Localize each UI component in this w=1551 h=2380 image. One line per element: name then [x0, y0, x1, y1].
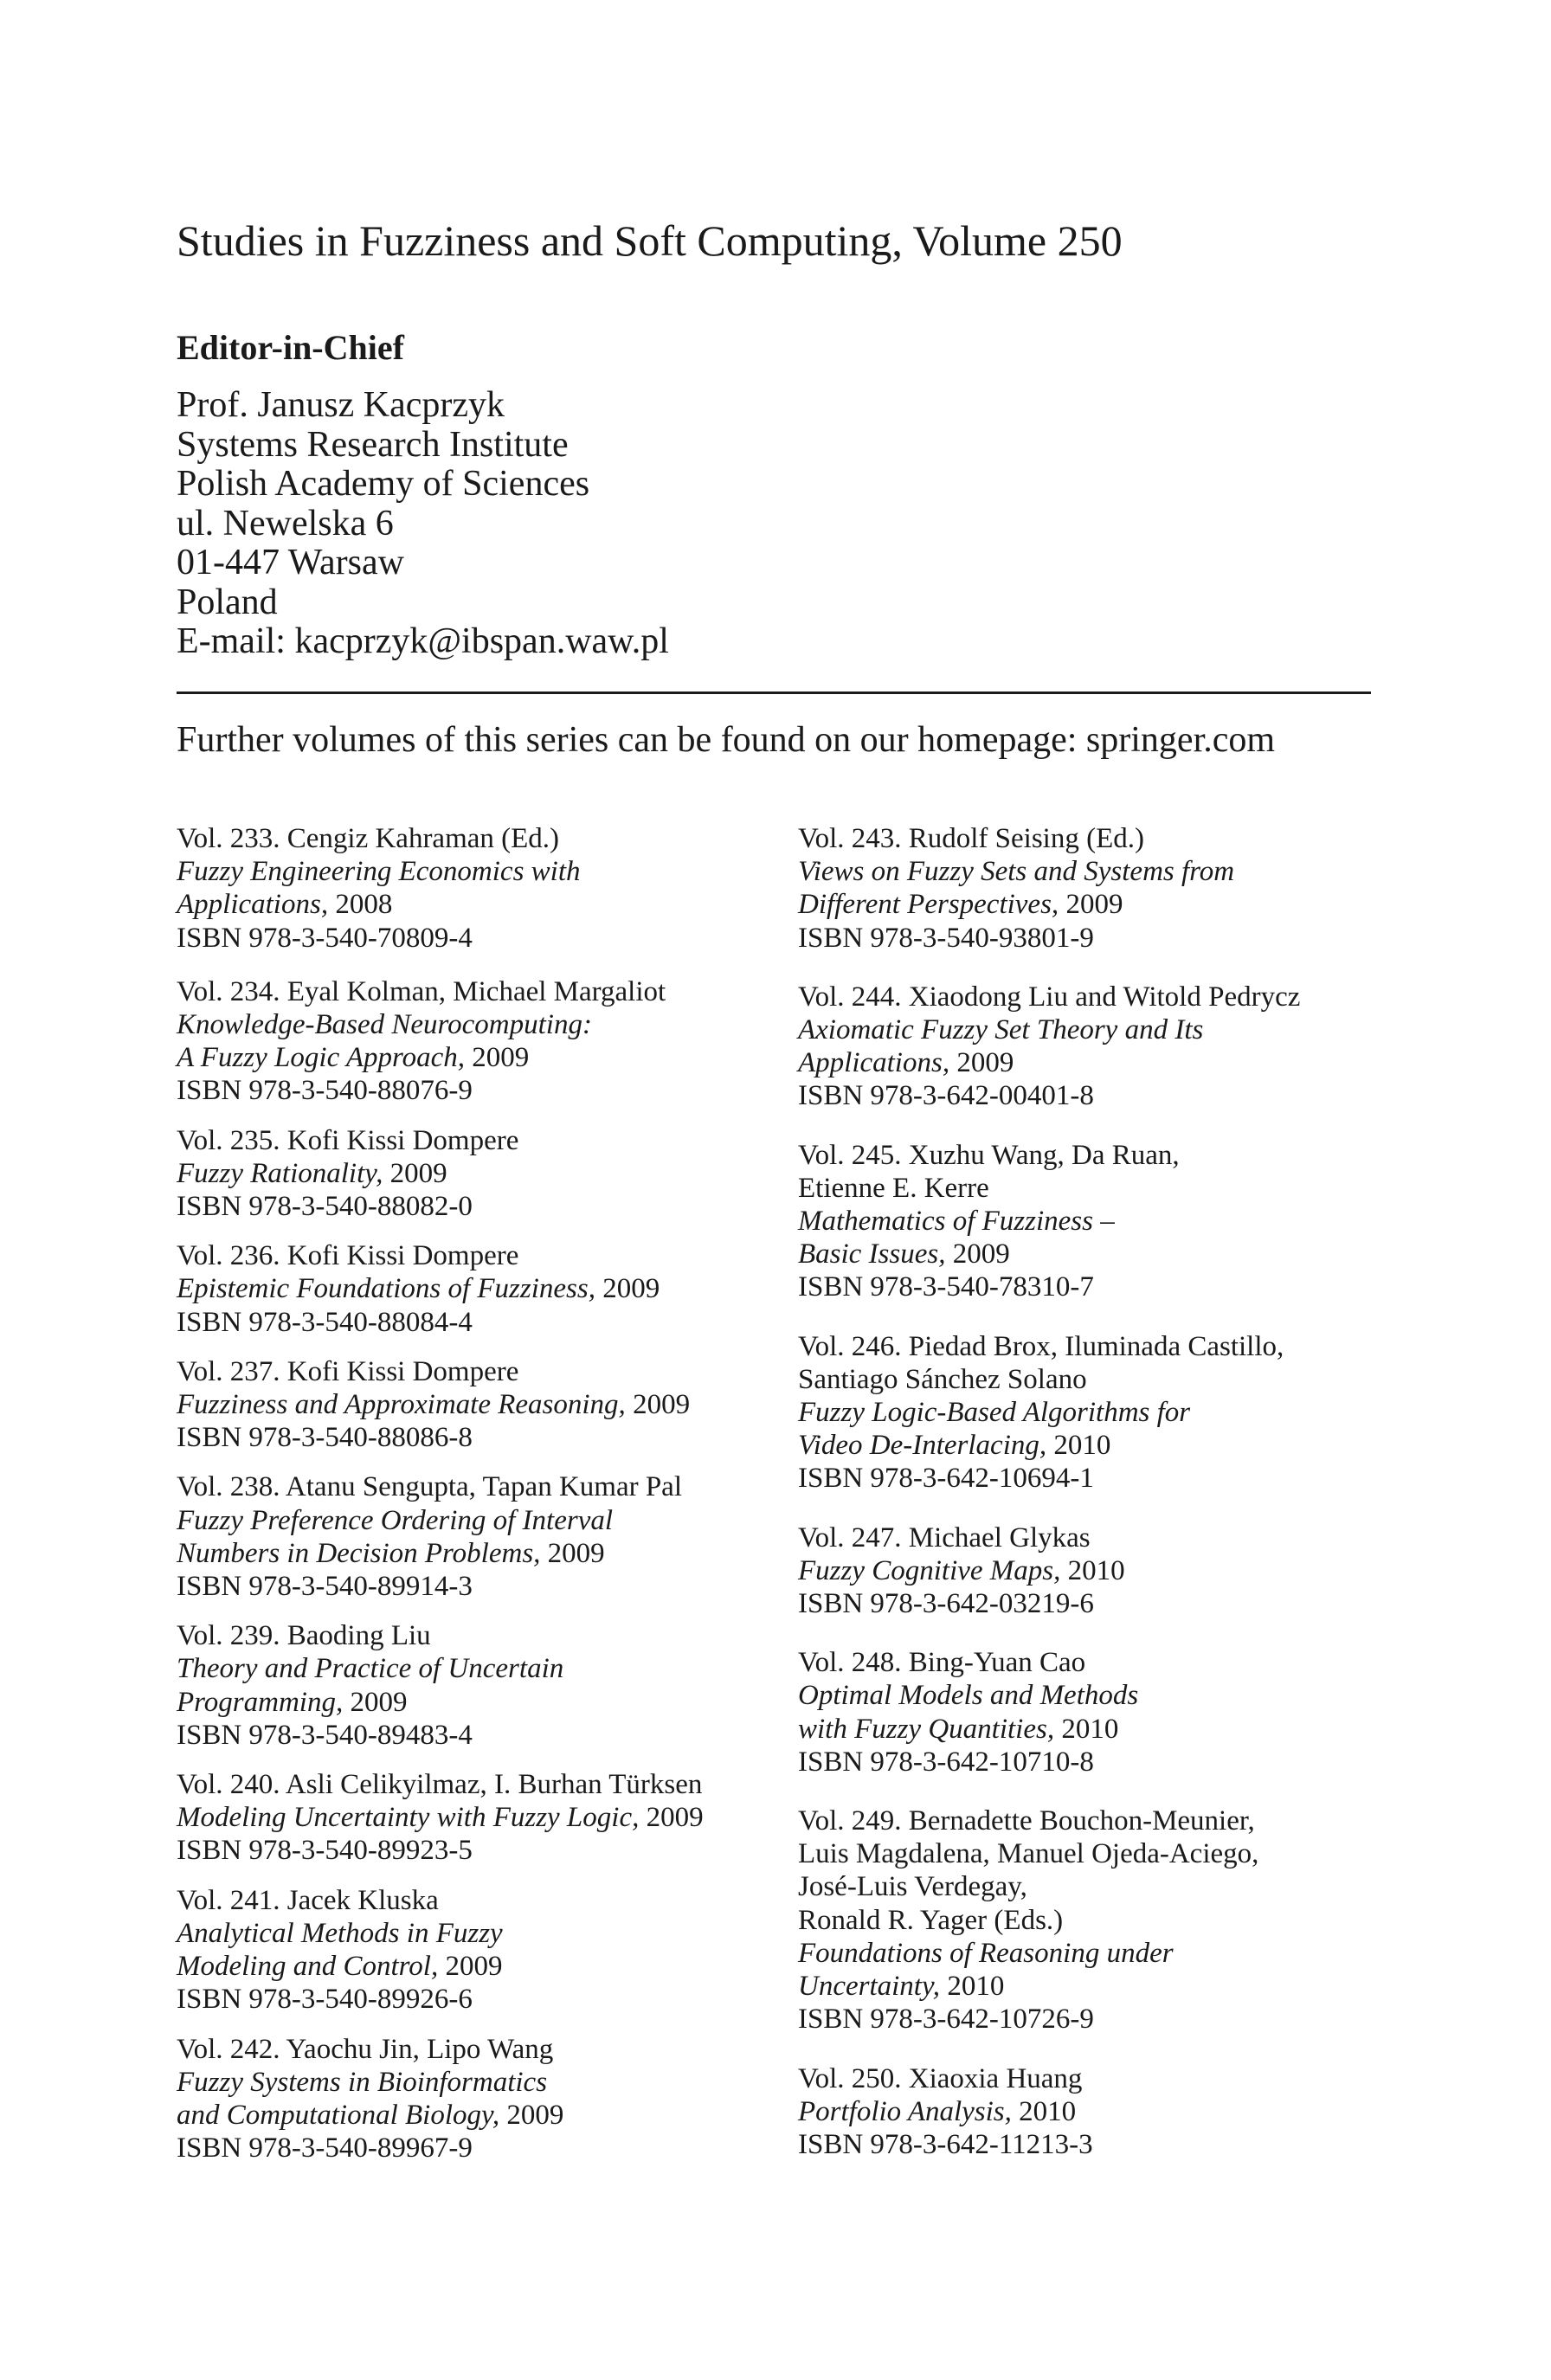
volume-isbn: ISBN 978-3-540-89914-3: [177, 1571, 473, 1603]
volume-title: Fuzzy Engineering Economics with: [177, 856, 581, 888]
volume-entry: [177, 1884, 782, 2017]
volume-title-line: [798, 1429, 1404, 1462]
volume-title: Theory and Practice of Uncertain: [177, 1653, 564, 1685]
volume-title: Axiomatic Fuzzy Set Theory and Its: [798, 1014, 1204, 1046]
volume-year: 2010: [1019, 2095, 1077, 2127]
volume-entry: [798, 2062, 1404, 2162]
volume-number-authors: Vol. 244. Xiaodong Liu and Witold Pedrycz: [798, 981, 1301, 1013]
volume-isbn: ISBN 978-3-642-10726-9: [798, 2004, 1094, 2036]
volume-isbn: ISBN 978-3-540-89483-4: [177, 1719, 473, 1751]
volume-title: A Fuzzy Logic Approach,: [177, 1042, 466, 1074]
volume-entry: [798, 981, 1404, 1113]
volume-entry: [798, 1139, 1404, 1304]
volume-isbn: ISBN 978-3-540-88084-4: [177, 1306, 473, 1338]
volume-entry: [798, 822, 1404, 955]
volume-number-authors: Ronald R. Yager (Eds.): [798, 1904, 1064, 1936]
volume-title-line: [798, 1554, 1404, 1587]
volume-number-authors: José-Luis Verdegay,: [798, 1871, 1027, 1903]
volume-title: Fuzzy Cognitive Maps,: [798, 1554, 1061, 1586]
volume-title-line: [177, 888, 782, 921]
volume-title: Modeling Uncertainty with Fuzzy Logic,: [177, 1802, 640, 1834]
volume-title: Views on Fuzzy Sets and Systems from: [798, 856, 1235, 888]
homepage-note: Further volumes of this series can be found on our homepage: springer.com: [177, 720, 1276, 760]
volume-title-line: [177, 1041, 782, 1074]
volume-list-left: [177, 822, 782, 2165]
editor-name: Prof. Janusz Kacprzyk: [177, 385, 505, 425]
volume-isbn: ISBN 978-3-642-00401-8: [798, 1080, 1094, 1112]
editor-institute: Systems Research Institute: [177, 424, 569, 465]
volume-title: Portfolio Analysis,: [798, 2095, 1012, 2127]
volume-isbn: ISBN 978-3-540-89926-6: [177, 1984, 473, 2016]
volume-isbn: ISBN 978-3-540-88086-8: [177, 1422, 473, 1454]
volume-isbn: ISBN 978-3-540-88076-9: [177, 1075, 473, 1107]
volume-title: with Fuzzy Quantities,: [798, 1713, 1055, 1745]
volume-year: 2010: [1061, 1713, 1119, 1745]
volume-title-line: [177, 1388, 782, 1421]
volume-title-line: [798, 1013, 1404, 1046]
volume-number-authors: Vol. 239. Baoding Liu: [177, 1620, 431, 1652]
volume-title: Different Perspectives,: [798, 889, 1059, 921]
volume-number-authors: Vol. 233. Cengiz Kahraman (Ed.): [177, 823, 560, 854]
volume-title-line: [177, 2066, 782, 2099]
volume-title-line: [798, 1713, 1404, 1746]
volume-year: 2009: [956, 1047, 1014, 1079]
volume-title: Programming,: [177, 1686, 344, 1718]
volume-year: 2009: [350, 1686, 408, 1718]
volume-title-line: [177, 1917, 782, 1950]
volume-year: 2009: [1065, 889, 1123, 921]
volume-number-authors: Santiago Sánchez Solano: [798, 1363, 1087, 1395]
volume-title: Applications,: [177, 889, 329, 921]
volume-number-authors: Vol. 243. Rudolf Seising (Ed.): [798, 823, 1144, 854]
volume-year: 2009: [633, 1389, 691, 1421]
volume-isbn: ISBN 978-3-540-70809-4: [177, 922, 473, 954]
volume-isbn: ISBN 978-3-540-88082-0: [177, 1191, 473, 1223]
volume-title: Knowledge-Based Neurocomputing:: [177, 1009, 592, 1041]
volume-entry: [177, 2033, 782, 2165]
editor-street: ul. Newelska 6: [177, 503, 394, 544]
volume-list-right: [798, 822, 1404, 2161]
volume-title: and Computational Biology,: [177, 2099, 500, 2131]
volume-number-authors: Vol. 240. Asli Celikyilmaz, I. Burhan Türksen: [177, 1769, 703, 1801]
volume-year: 2009: [646, 1802, 704, 1834]
volume-year: 2010: [1067, 1554, 1125, 1586]
volume-title-line: [177, 1272, 782, 1305]
volume-entry: [177, 1355, 782, 1455]
editor-city: 01-447 Warsaw: [177, 543, 404, 582]
volume-entry: [177, 822, 782, 955]
volume-year: 2008: [335, 889, 393, 921]
editor-email: E-mail: kacprzyk@ibspan.waw.pl: [177, 621, 669, 661]
volume-title: Optimal Models and Methods: [798, 1680, 1139, 1712]
editor-block: [177, 327, 669, 662]
volume-title-line: [798, 2095, 1404, 2128]
volume-title-line: [177, 1008, 782, 1041]
volume-number-authors: Vol. 247. Michael Glykas: [798, 1521, 1091, 1553]
volume-title-line: [798, 1970, 1404, 2003]
volume-title: Video De-Interlacing,: [798, 1430, 1047, 1462]
volume-isbn: ISBN 978-3-642-03219-6: [798, 1588, 1094, 1620]
volume-isbn: ISBN 978-3-540-89923-5: [177, 1835, 473, 1867]
volume-title: Modeling and Control,: [177, 1951, 439, 1983]
volume-title-line: [798, 1205, 1404, 1238]
volume-number-authors: Vol. 236. Kofi Kissi Dompere: [177, 1240, 519, 1272]
volume-title-line: [177, 1686, 782, 1719]
volume-title: Applications,: [798, 1047, 950, 1079]
volume-entry: [798, 1804, 1404, 2036]
volume-number-authors: Vol. 235. Kofi Kissi Dompere: [177, 1124, 519, 1156]
volume-number-authors: Vol. 245. Xuzhu Wang, Da Ruan,: [798, 1139, 1180, 1171]
volume-title: Foundations of Reasoning under: [798, 1937, 1174, 1969]
volume-year: 2009: [547, 1537, 605, 1569]
volume-title: Fuzzy Logic-Based Algorithms for: [798, 1397, 1191, 1429]
volume-title-line: [798, 1937, 1404, 1970]
volume-entry: [177, 1470, 782, 1603]
volume-isbn: ISBN 978-3-540-93801-9: [798, 922, 1094, 954]
volume-entry: [177, 1124, 782, 1224]
volume-year: 2009: [472, 1042, 530, 1074]
volume-year: 2009: [445, 1951, 503, 1983]
volume-title: Fuzziness and Approximate Reasoning,: [177, 1389, 626, 1421]
volume-entry: [177, 1239, 782, 1339]
volume-year: 2010: [1053, 1430, 1111, 1462]
volume-title-line: [177, 2099, 782, 2132]
volume-year: 2009: [952, 1238, 1010, 1270]
volume-entry: [177, 1768, 782, 1868]
volume-year: 2009: [389, 1157, 447, 1189]
volume-title-line: [798, 1046, 1404, 1079]
volume-title: Mathematics of Fuzziness –: [798, 1206, 1115, 1238]
volume-entry: [177, 975, 782, 1108]
volume-number-authors: Vol. 238. Atanu Sengupta, Tapan Kumar Pal: [177, 1471, 682, 1503]
volume-number-authors: Luis Magdalena, Manuel Ojeda-Aciego,: [798, 1838, 1259, 1870]
volume-number-authors: Etienne E. Kerre: [798, 1172, 989, 1204]
volume-title-line: [177, 1157, 782, 1190]
volume-isbn: ISBN 978-3-540-89967-9: [177, 2132, 473, 2165]
volume-title-line: [177, 1537, 782, 1570]
volume-title-line: [798, 1396, 1404, 1429]
volume-year: 2009: [602, 1273, 660, 1305]
volume-number-authors: Vol. 249. Bernadette Bouchon-Meunier,: [798, 1805, 1255, 1837]
volume-title: Epistemic Foundations of Fuzziness,: [177, 1273, 595, 1305]
volume-title-line: [177, 1950, 782, 1983]
volume-isbn: ISBN 978-3-642-11213-3: [798, 2128, 1093, 2160]
volume-isbn: ISBN 978-3-642-10710-8: [798, 1746, 1094, 1778]
volume-entry: [798, 1646, 1404, 1779]
volume-title-line: [798, 855, 1404, 888]
volume-title-line: [177, 1801, 782, 1834]
volume-title-line: [798, 888, 1404, 921]
volume-number-authors: Vol. 250. Xiaoxia Huang: [798, 2062, 1083, 2094]
volume-title: Fuzzy Systems in Bioinformatics: [177, 2066, 548, 2098]
volume-entry: [798, 1330, 1404, 1496]
volume-title: Numbers in Decision Problems,: [177, 1537, 541, 1569]
volume-number-authors: Vol. 242. Yaochu Jin, Lipo Wang: [177, 2033, 554, 2065]
volume-year: 2010: [947, 1971, 1005, 2003]
volume-number-authors: Vol. 246. Piedad Brox, Iluminada Castillo,: [798, 1330, 1284, 1362]
volume-title-line: [177, 855, 782, 888]
volume-title-line: [798, 1679, 1404, 1712]
series-title: Studies in Fuzziness and Soft Computing, Volume 250: [177, 216, 1123, 265]
volume-number-authors: Vol. 234. Eyal Kolman, Michael Margaliot: [177, 975, 666, 1007]
volume-year: 2009: [506, 2099, 564, 2131]
volume-number-authors: Vol. 241. Jacek Kluska: [177, 1884, 439, 1916]
volume-entry: [177, 1619, 782, 1752]
volume-entry: [798, 1521, 1404, 1621]
volume-title-line: [798, 1238, 1404, 1270]
horizontal-rule: [177, 691, 1371, 694]
volume-title: Fuzzy Rationality,: [177, 1157, 383, 1189]
volume-isbn: ISBN 978-3-642-10694-1: [798, 1463, 1094, 1495]
volume-number-authors: Vol. 237. Kofi Kissi Dompere: [177, 1355, 519, 1387]
volume-title: Basic Issues,: [798, 1238, 946, 1270]
editor-country: Poland: [177, 582, 278, 622]
volume-title-line: [177, 1652, 782, 1685]
editor-academy: Polish Academy of Sciences: [177, 464, 590, 504]
volume-isbn: ISBN 978-3-540-78310-7: [798, 1271, 1094, 1303]
volume-title: Fuzzy Preference Ordering of Interval: [177, 1504, 614, 1536]
volume-title: Uncertainty,: [798, 1971, 941, 2003]
volume-title-line: [177, 1504, 782, 1537]
volume-title: Analytical Methods in Fuzzy: [177, 1917, 503, 1949]
editor-heading: Editor-in-Chief: [177, 328, 404, 367]
volume-number-authors: Vol. 248. Bing-Yuan Cao: [798, 1647, 1086, 1679]
